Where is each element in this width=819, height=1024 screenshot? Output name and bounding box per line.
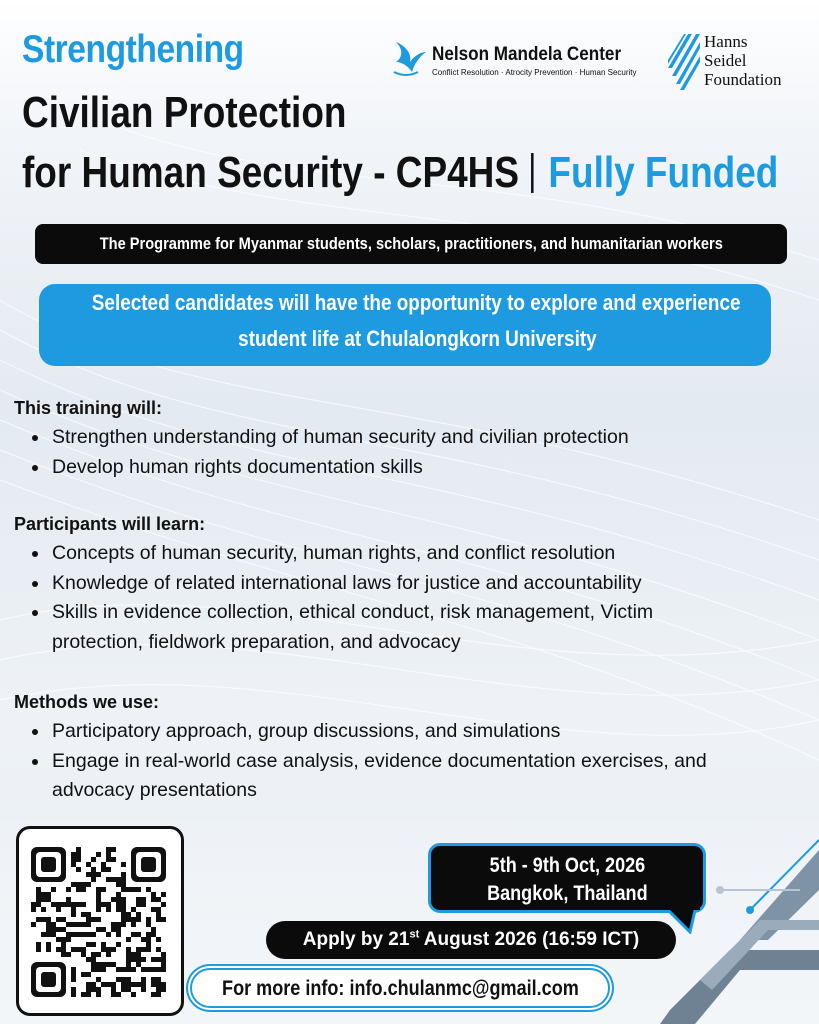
training-section	[14, 398, 804, 482]
hsf-line-2: Seidel	[704, 51, 747, 70]
title-separator	[531, 153, 534, 193]
list-item: • Strengthen understanding of human security and civilian protection	[50, 423, 804, 453]
programme-text: The Programme for Myanmar students, scholars, practitioners, and humanitarian workers	[99, 234, 723, 253]
stripes-icon	[668, 34, 700, 90]
title-line-3-text: for Human Security - CP4HS	[22, 148, 520, 197]
title-line-2: Civilian Protection	[22, 88, 347, 137]
title-line-1: Strengthening	[22, 28, 244, 71]
section-title: Methods we use:	[14, 692, 160, 712]
nmc-tagline: Conflict Resolution · Atrocity Prevention · Human Security	[432, 68, 637, 77]
title-line-3	[22, 148, 778, 198]
qr-code[interactable]	[29, 843, 171, 1001]
event-dates: 5th - 9th Oct, 2026	[489, 854, 645, 877]
programme-banner	[35, 224, 787, 264]
contact-email[interactable]: For more info: info.chulanmc@gmail.com	[221, 977, 579, 1000]
list-item: • Participatory approach, group discussions, and simulations	[50, 717, 804, 747]
list-item: • Knowledge of related international laws for justice and accountability	[50, 569, 804, 599]
section-title: This training will:	[14, 398, 162, 418]
list-item: • Engage in real-world case analysis, evidence documentation exercises, and advocacy presentations	[50, 747, 732, 806]
section-title: Participants will learn:	[14, 514, 206, 534]
fully-funded-label: Fully Funded	[548, 148, 779, 197]
contact-info[interactable]	[190, 968, 610, 1008]
bird-icon	[392, 36, 428, 80]
qr-finder-pattern	[131, 847, 166, 882]
nmc-name: Nelson Mandela Center	[432, 44, 622, 65]
opportunity-line-2: student life at Chulalongkorn University	[238, 326, 597, 351]
list-item: • Concepts of human security, human rights, and conflict resolution	[50, 539, 804, 569]
learn-section	[14, 514, 804, 657]
opportunity-banner	[39, 284, 771, 366]
apply-deadline	[266, 921, 676, 959]
hsf-line-1: Hanns	[704, 32, 748, 51]
hsf-line-3: Foundation	[704, 70, 782, 89]
nelson-mandela-center-logo	[392, 34, 660, 84]
event-location: Bangkok, Thailand	[486, 882, 648, 905]
qr-code-card[interactable]	[16, 826, 184, 1016]
methods-section	[14, 692, 804, 806]
list-item: • Skills in evidence collection, ethical conduct, risk management, Victim protection, fieldwork preparation, and advocacy	[50, 598, 732, 657]
hanns-seidel-foundation-logo	[668, 32, 798, 92]
opportunity-line-1: Selected candidates will have the opportunity to explore and experience	[91, 290, 741, 315]
apply-prefix: Apply by 21	[302, 929, 410, 950]
hsf-name	[704, 32, 781, 89]
qr-finder-pattern	[31, 962, 66, 997]
event-date-box	[428, 843, 706, 913]
apply-suffix: August 2026 (16:59 ICT)	[419, 929, 640, 950]
qr-finder-pattern	[31, 847, 66, 882]
list-item: • Develop human rights documentation skills	[50, 453, 804, 483]
apply-sup: st	[409, 928, 420, 941]
